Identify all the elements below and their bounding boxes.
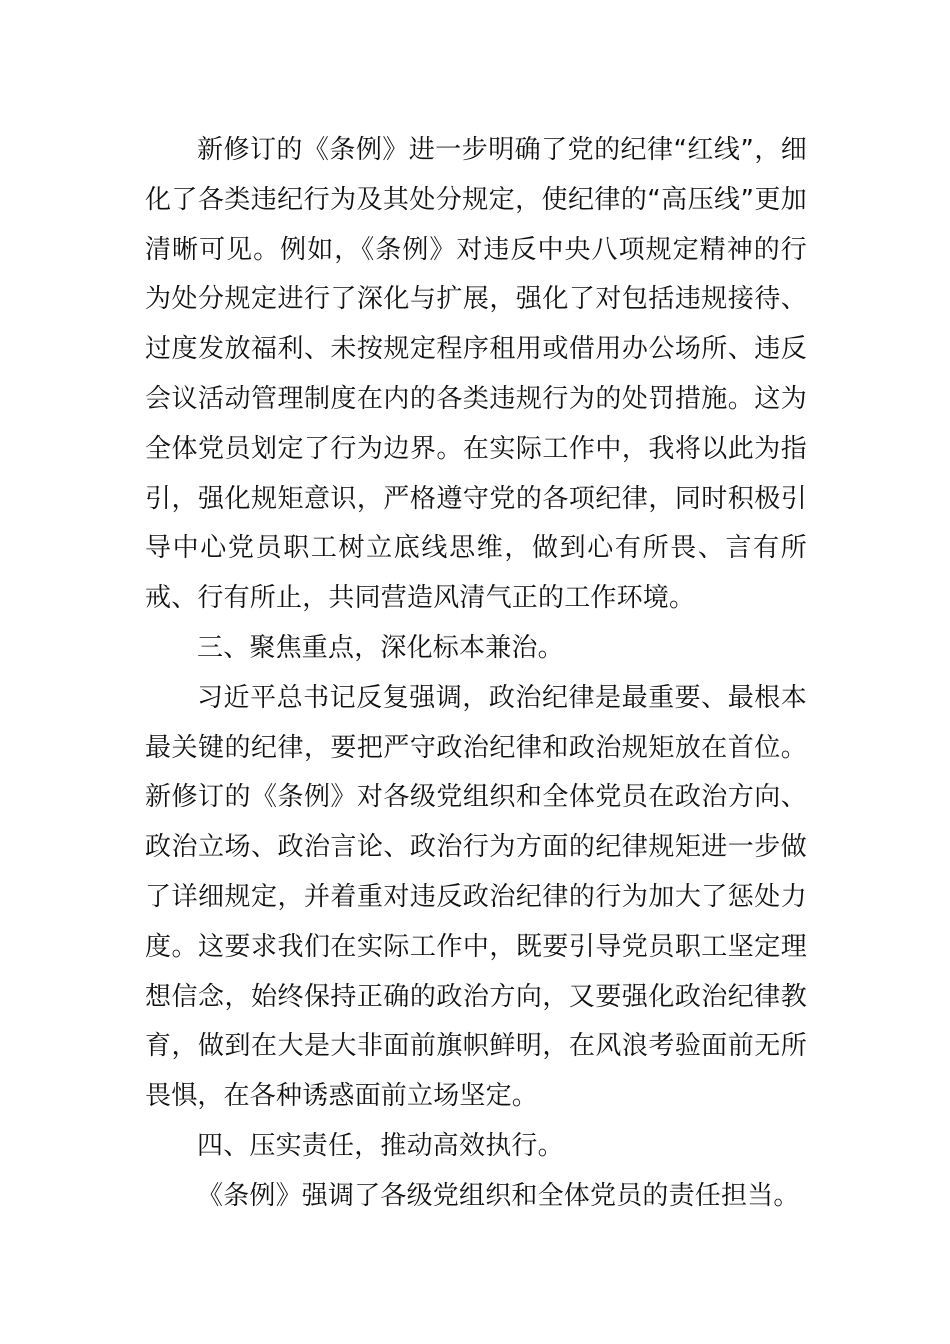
paragraph-political-discipline: 习近平总书记反复强调，政治纪律是最重要、最根本最关键的纪律，要把严守政治纪律和政治规矩放在首位。新修订的《条例》对各级党组织和全体党员在政治方向、政治立场、政治言论、政治行为方面的纪律规矩进一步做了详细规定，并着重对违反政治纪律的行为加大了惩处力度。这要求我们在实际工作中，既要引导党员职工坚定理想信念，始终保持正确的政治方向，又要强化政治纪律教育，做到在大是大非面前旗帜鲜明，在风浪考验面前无所畏惧，在各种诱惑面前立场坚定。 (145, 682, 807, 1112)
section-heading-three: 三、聚焦重点，深化标本兼治。 (197, 632, 564, 663)
section-heading-four: 四、压实责任，推动高效执行。 (197, 1130, 564, 1161)
paragraph-discipline-redline: 新修订的《条例》进一步明确了党的纪律“红线”，细化了各类违纪行为及其处分规定，使纪律的“高压线”更加清晰可见。例如，《条例》对违反中央八项规定精神的行为处分规定进行了深化与扩展，强化了对包括违规接待、过度发放福利、未按规定程序租用或借用办公场所、违反会议活动管理制度在内的各类违规行为的处罚措施。这为全体党员划定了行为边界。在实际工作中，我将以此为指引，强化规矩意识，严格遵守党的各项纪律，同时积极引导中心党员职工树立底线思维，做到心有所畏、言有所戒、行有所止，共同营造风清气正的工作环境。 (145, 135, 807, 614)
paragraph-responsibility: 《条例》强调了各级党组织和全体党员的责任担当。 (197, 1180, 800, 1211)
document-body (145, 126, 807, 1222)
